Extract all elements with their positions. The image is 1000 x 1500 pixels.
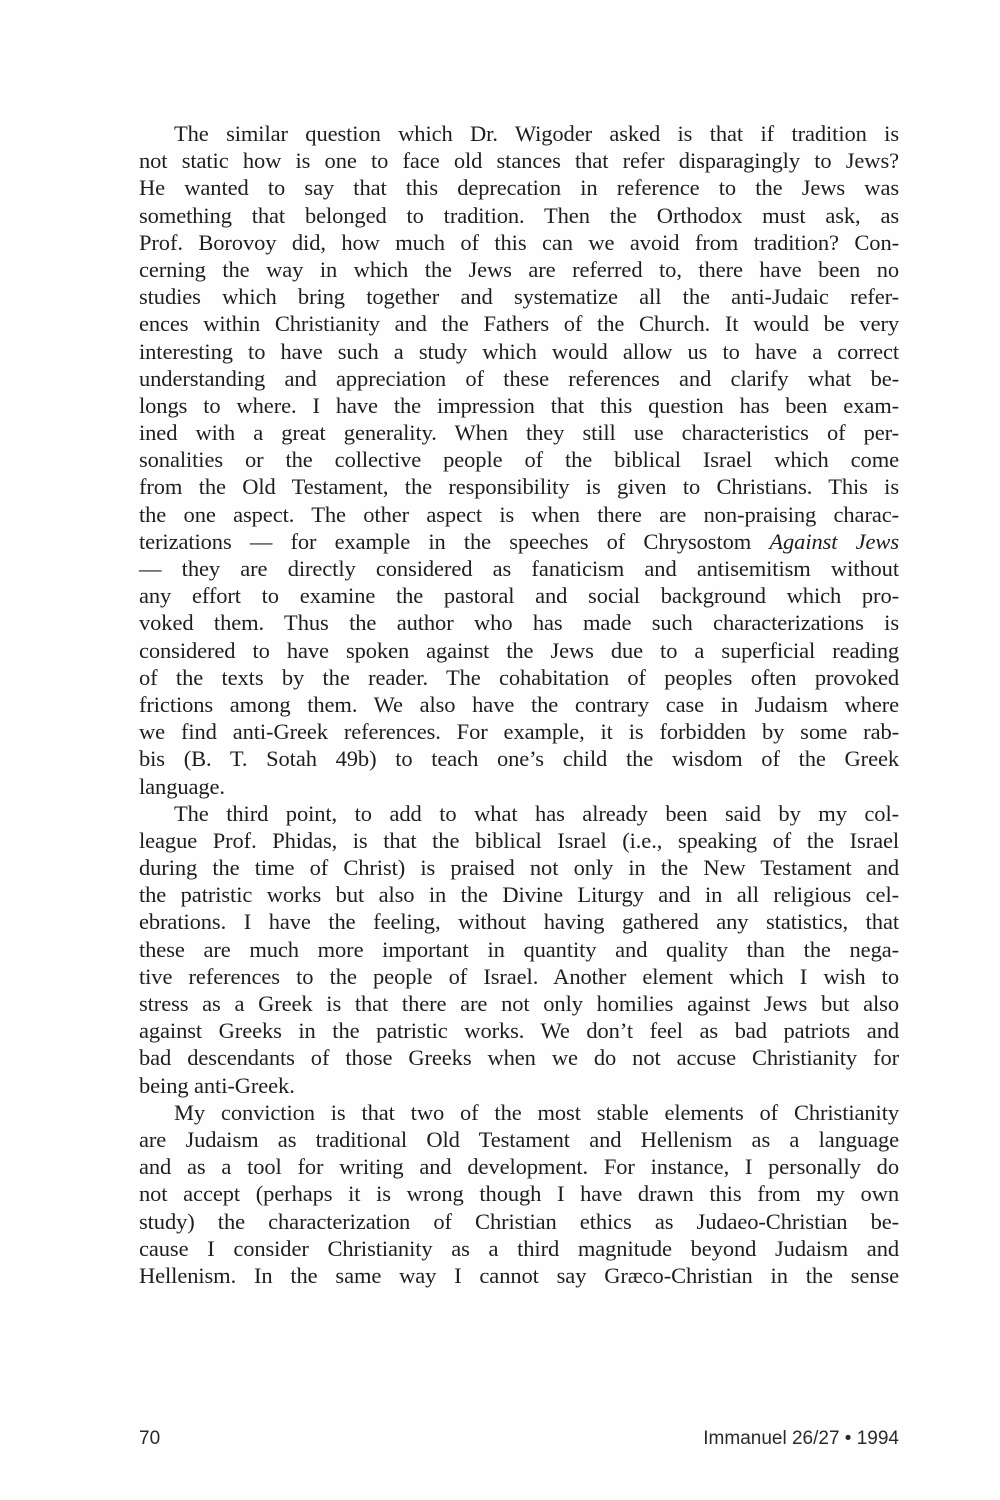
text-line: ebrations. I have the feeling, without having gathered any statistics, that: [139, 909, 899, 935]
text-line: and as a tool for writing and development. For instance, I personally do: [139, 1154, 899, 1180]
text-line: these are much more important in quantity and quality than the nega-: [139, 936, 899, 962]
text-line: language.: [139, 773, 225, 799]
text-line: we find anti-Greek references. For example, it is forbidden by some rab-: [139, 719, 899, 745]
text-line: league Prof. Phidas, is that the biblical Israel (i.e., speaking of the Israel: [139, 827, 899, 853]
text-line: being anti-Greek.: [139, 1072, 295, 1098]
text-line: ined with a great generality. When they still use characteristics of per-: [139, 420, 899, 446]
text-line: cerning the way in which the Jews are referred to, there have been no: [139, 256, 899, 282]
text-line: cause I consider Christianity as a third magnitude beyond Judaism and: [139, 1235, 899, 1261]
italic-work-title: Against Jews: [769, 528, 899, 554]
text-line: any effort to examine the pastoral and social background which pro-: [139, 583, 899, 609]
text-line: not static how is one to face old stances that refer disparagingly to Jews?: [139, 148, 899, 174]
text-line: tive references to the people of Israel. Another element which I wish to: [139, 963, 899, 989]
text-line: from the Old Testament, the responsibility is given to Christians. This is: [139, 474, 899, 500]
text-line: He wanted to say that this deprecation in reference to the Jews was: [139, 175, 899, 201]
page-footer: [139, 1428, 899, 1450]
text-line: something that belonged to tradition. Then the Orthodox must ask, as: [139, 202, 899, 228]
text-line: are Judaism as traditional Old Testament and Hellenism as a language: [139, 1126, 899, 1152]
text-line: the patristic works but also in the Divine Liturgy and in all religious cel-: [139, 882, 899, 908]
text-segment: terizations — for example in the speeches of Chrysostom: [139, 528, 770, 554]
paragraph-2: [139, 800, 899, 1099]
text-line: The third point, to add to what has already been said by my col-: [174, 800, 899, 826]
text-line: of the texts by the reader. The cohabitation of peoples often provoked: [139, 664, 899, 690]
text-line: not accept (perhaps it is wrong though I have drawn this from my own: [139, 1181, 899, 1207]
text-line: frictions among them. We also have the contrary case in Judaism where: [139, 691, 899, 717]
page-number: 70: [139, 1428, 161, 1449]
text-line: against Greeks in the patristic works. We don’t feel as bad patriots and: [139, 1018, 899, 1044]
paragraph-1: [139, 120, 899, 800]
text-line: sonalities or the collective people of the biblical Israel which come: [139, 447, 899, 473]
text-line: [139, 528, 899, 555]
text-line: ences within Christianity and the Fathers of the Church. It would be very: [139, 311, 899, 337]
text-line: during the time of Christ) is praised not only in the New Testament and: [139, 855, 899, 881]
journal-citation: Immanuel 26/27 • 1994: [703, 1428, 899, 1449]
text-line: bad descendants of those Greeks when we do not accuse Christianity for: [139, 1045, 899, 1071]
text-line: The similar question which Dr. Wigoder asked is that if tradition is: [174, 121, 899, 146]
document-body: [139, 120, 899, 1289]
text-line: voked them. Thus the author who has made such characterizations is: [139, 610, 899, 636]
text-line: understanding and appreciation of these references and clarify what be-: [139, 365, 899, 391]
text-line: interesting to have such a study which would allow us to have a correct: [139, 338, 899, 364]
text-line: Hellenism. In the same way I cannot say Græco-Christian in the sense: [139, 1262, 899, 1288]
text-line: studies which bring together and systematize all the anti-Judaic refer-: [139, 284, 899, 310]
text-line: considered to have spoken against the Jews due to a superficial reading: [139, 637, 899, 663]
text-line: longs to where. I have the impression that this question has been exam-: [139, 392, 899, 418]
text-line: the one aspect. The other aspect is when there are non-praising charac-: [139, 501, 899, 527]
text-line: bis (B. T. Sotah 49b) to teach one’s child the wisdom of the Greek: [139, 746, 899, 772]
paragraph-3: [139, 1099, 899, 1289]
text-line: study) the characterization of Christian ethics as Judaeo-Christian be-: [139, 1208, 899, 1234]
text-line: Prof. Borovoy did, how much of this can we avoid from tradition? Con-: [139, 229, 899, 255]
text-line: stress as a Greek is that there are not only homilies against Jews but also: [139, 991, 899, 1016]
text-line: — they are directly considered as fanaticism and antisemitism without: [139, 556, 899, 581]
text-line: My conviction is that two of the most stable elements of Christianity: [174, 1099, 899, 1125]
